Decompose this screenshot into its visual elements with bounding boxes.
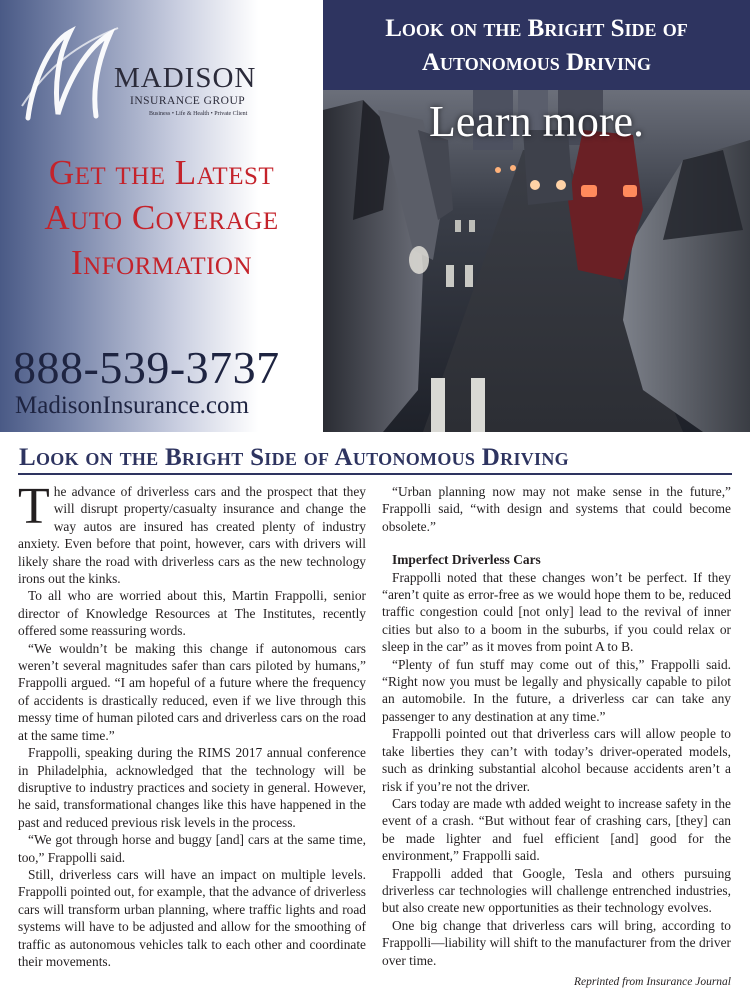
logo-name: MADISON [114,62,257,94]
article-title: Look on the Bright Side of Autonomous Driving [19,444,569,471]
promo-panel [0,0,323,432]
article-paragraph: One big change that driverless cars will bring, according to Frappolli—liability will shift to the manufacturer from the driver over time. [382,917,731,968]
article-paragraph: Frappolli noted that these changes won’t be perfect. If they “aren’t quite as error-free as we would hope them to be, reduced traffic congestion could [not only] lead to the revival of inner cities but also to a boom in the suburbs, if you could relax or sleep in the car” as it moves from point A to B. [382,569,731,655]
logo-group: INSURANCE GROUP [130,95,246,107]
reprint-credit: Reprinted from Insurance Journal [573,976,731,988]
article-paragraph: Frappolli pointed out that driverless cars will allow people to take liberties they can’t with today’s driver-operated models, such as drinking substantial alcohol because accidents aren’t a risk if you’re not the driver. [382,726,731,794]
promo-headline-line: Auto Coverage [44,198,279,237]
learn-more-button[interactable]: Learn more. [429,97,644,146]
website-link[interactable]: MadisonInsurance.com [15,392,249,419]
article-column-left [18,478,366,970]
hero-panel [323,0,750,432]
article-column-right [382,483,731,969]
madison-logo[interactable] [18,26,308,126]
article-paragraph: “We wouldn’t be making this change if autonomous cars weren’t several magnitudes safer than cars piloted by humans,” Frappolli argued. “I am hopeful of a future where the frequency of accidents is drastically reduced, even if we live through this messy time of human piloted cars and driverless cars on the road at the same time.” [18,640,366,743]
drop-cap: T [18,478,50,535]
article-paragraph [18,478,366,587]
monogram-m-icon [18,26,128,126]
article-paragraph: Cars today are made wth added weight to increase safety in the event of a crash. “But without fear of crashing cars, [they] can be made lighter and fuel efficient [and] good for the environment,” Frappolli said. [382,795,731,864]
promo-headline-line: Information [70,243,253,282]
phone-number[interactable]: 888-539-3737 [13,342,280,393]
logo-tagline: Business • Life & Health • Private Client [149,111,248,117]
article-subhead: Imperfect Driverless Cars [392,552,541,568]
title-divider [18,473,732,475]
article-paragraph: “Plenty of fun stuff may come out of this,” Frappolli said. “Right now you must be legally and physically capable to pilot an automobile. In the future, a driverless car can take any passenger to any destination at any time.” [382,656,731,724]
hero-banner-line: Look on the Bright Side of [385,15,688,42]
hero-banner-line: Autonomous Driving [421,49,652,76]
article-paragraph: Frappolli, speaking during the RIMS 2017 annual conference in Philadelphia, acknowledged that the technology will be disruptive to industry practices and society in general. However, he said, transformational changes like this have happened in the past and reduced previous risk levels in the process. [18,745,366,830]
paragraph-text: he advance of driverless cars and the prospect that they will disrupt property/casualty insurance and change the way autos are insured has created plenty of industry anxiety. Even before that point, however, cars with drivers will likely share the road with driverless cars as the new technology irons out the kinks. [18,484,366,587]
article-paragraph: “We got through horse and buggy [and] cars at the same time, too,” Frappolli said. [18,832,366,865]
article-paragraph: Frappolli added that Google, Tesla and others pursuing driverless car technologies will challenge entrenched industries, but also create new opportunities as their technology evolves. [382,865,731,916]
article-paragraph: To all who are worried about this, Martin Frappolli, senior director of Knowledge Resources at The Institutes, recently offered some reassuring words. [18,588,366,639]
article-paragraph: Still, driverless cars will have an impact on multiple levels. Frappolli pointed out, for example, that the advance of driverless cars will transform urban planning, where traffic lights and road systems will have to be adjusted and allow for the smoothing of traffic as autonomous vehicles talk to each other and coordinate their movements. [18,866,366,969]
promo-headline-line: Get the Latest [48,153,275,192]
hero-banner [323,0,750,90]
promo-headline [0,150,323,285]
article-paragraph: “Urban planning now may not make sense in the future,” Frappolli said, “with design and systems that could become obsolete.” [382,484,731,534]
